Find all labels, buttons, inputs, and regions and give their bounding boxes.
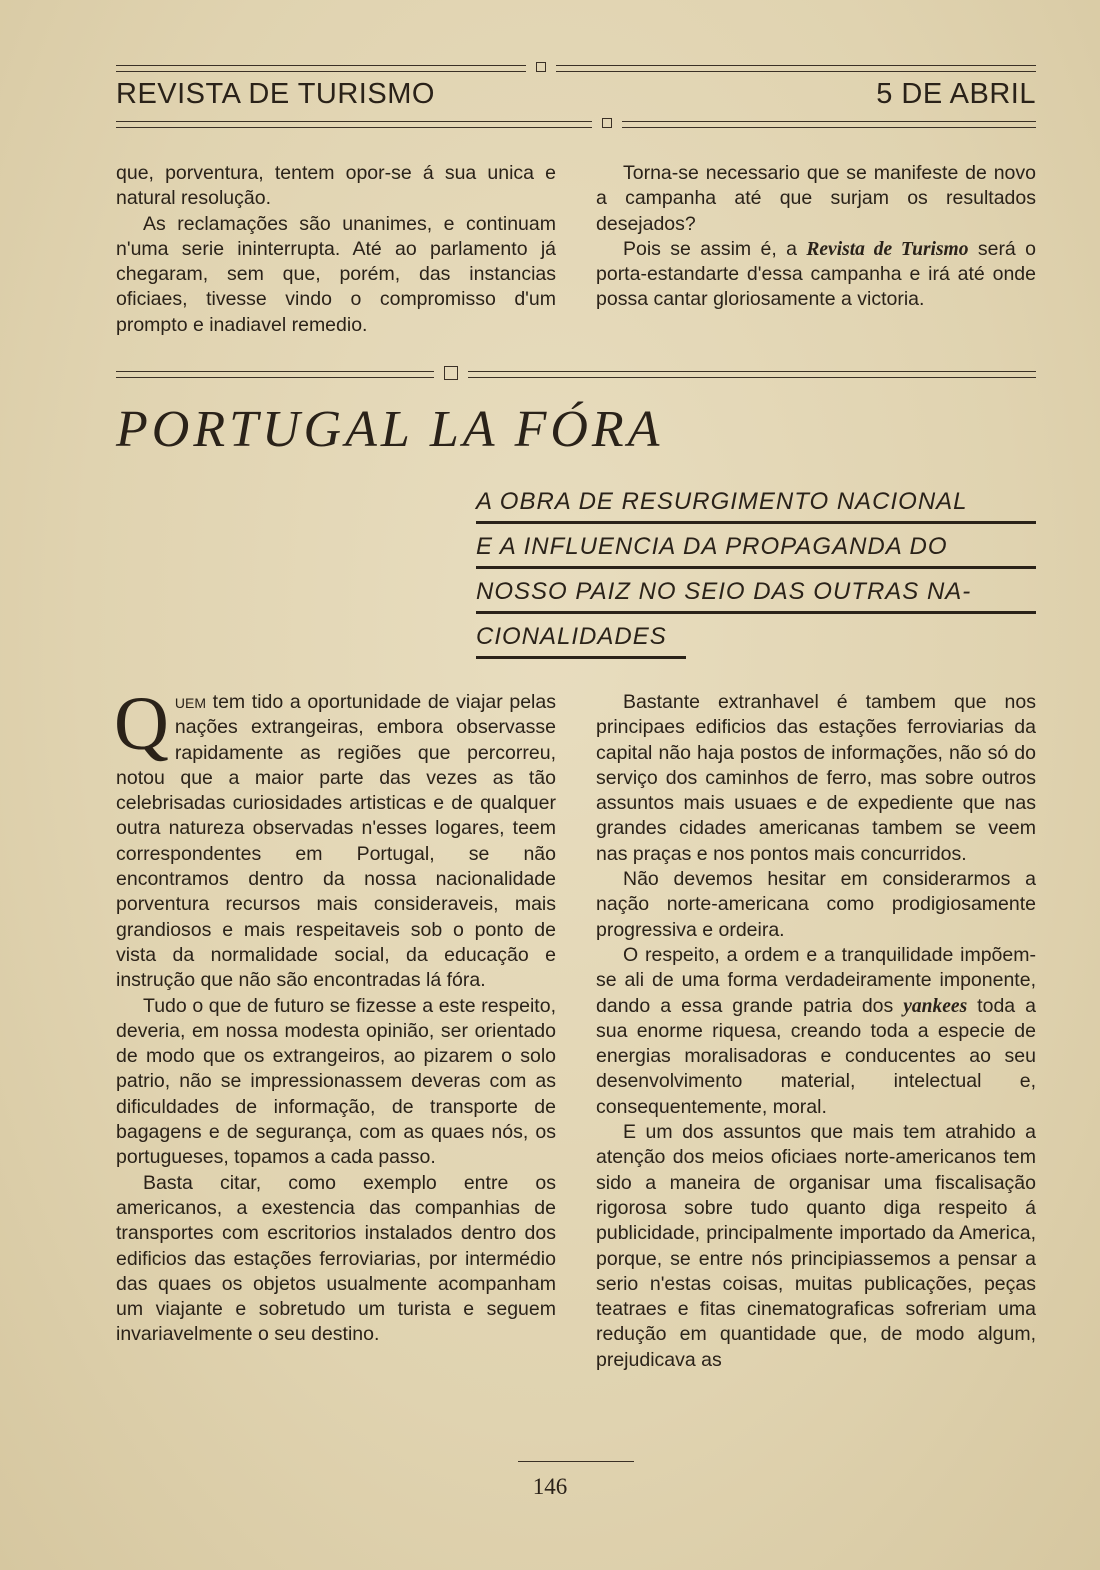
subtitle-line: E A INFLUENCIA DA PROPAGANDA DO xyxy=(476,533,948,560)
paragraph: As reclamações são unanimes, e continuam n'uma serie ininterrupta. Até ao parlamento já chegaram, sem que, porém, das instancias oficiaes, tivesse vindo o compromisso d'um prompto e inadiavel remedio. xyxy=(116,212,556,336)
section-separator xyxy=(116,368,1036,380)
paragraph: Não devemos hesitar em considerarmos a nação norte-americana como prodigiosamente progressiva e ordeira. xyxy=(596,868,1036,941)
subtitle-underline xyxy=(476,566,1036,569)
subtitle-line: A OBRA DE RESURGIMENTO NACIONAL xyxy=(476,488,968,515)
ornament-double-square-icon xyxy=(444,366,458,380)
paragraph: Torna-se necessario que se manifeste de novo a campanha até que surjam os resultados desejados? xyxy=(596,162,1036,235)
header-top-rule xyxy=(116,62,1036,74)
paragraph: Quem tem tido a oportunidade de viajar pelas nações extrangeiras, embora observasse rapidamente as regiões que percorreu, notou que a maior parte das vezes as tão celebrisadas curiosidades artisticas e de qualquer outra natureza observadas n'esses logares, teem correspondentes em Portugal, se não encontramos dentro da nossa nacionalidade porventura recursos mais consideraveis, mais grandiosos e mais respeitaveis sob o ponto de vista da normalidade social, da educação e instrução que não são encontradas lá fóra. xyxy=(114,682,556,992)
subtitle-underline xyxy=(476,656,686,659)
header-bottom-rule xyxy=(116,118,1036,130)
subtitle-underline xyxy=(476,611,1036,614)
subtitle-line: CIONALIDADES xyxy=(476,623,667,650)
article-left-column xyxy=(114,682,556,1348)
paragraph: Bastante extranhavel é tambem que nos principaes edificios das estações ferroviarias da capital não haja postos de informações, não só do serviço dos caminhos de ferro, mas sobre outros assuntos mais usuaes e de expediente que nas grandes cidades americanas tambem se veem nas praças e nos pontos mais concurridos. xyxy=(596,691,1036,865)
paragraph: Pois se assim é, a Revista de Turismo será o porta-estandarte d'essa campanha e irá até onde possa cantar gloriosamente a victoria. xyxy=(596,237,1036,311)
article-title: PORTUGAL LA FÓRA xyxy=(116,401,664,458)
article-right-column xyxy=(596,690,1036,1373)
ornament-square-icon xyxy=(602,118,612,128)
top-left-column xyxy=(116,161,556,338)
top-right-column xyxy=(596,161,1036,313)
magazine-name-italic: Revista de Turismo xyxy=(806,238,969,260)
paragraph: que, porventura, tentem opor-se á sua unica e natural resolução. xyxy=(116,162,556,210)
subtitle-underline xyxy=(476,521,1036,524)
issue-date: 5 DE ABRIL xyxy=(876,78,1036,110)
paragraph: E um dos assuntos que mais tem atrahido a atenção dos meios oficiaes norte-americanos tem sido a maneira de organisar uma fiscalisação rigorosa sobre tudo quanto diga respeito á publicidade, principalmente importado da America, porque, se entre nós principiassemos a pensar a serio n'estas coisas, muitas publicações, peças teatraes e fitas cinematograficas sofreriam uma redução em quantidade que, de modo algum, prejudicava as xyxy=(596,1121,1036,1371)
paragraph: Tudo o que de futuro se fizesse a este respeito, deveria, em nossa modesta opinião, ser orientado de modo que os extrangeiros, ao pizarem o solo patrio, não se impressionassem deveras com as dificuldades de informação, de transporte de bagagens e de segurança, com as quaes nós, os portugueses, topamos a cada passo. xyxy=(116,994,556,1169)
paragraph: O respeito, a ordem e a tranquilidade impõem-se ali de uma forma verdadeiramente imponente, dando a essa grande patria dos yankees toda a sua enorme riquesa, creando toda a especie de energias moralisadoras e conducentes ao seu desenvolvimento material, intelectual e, consequentemente, moral. xyxy=(596,943,1036,1118)
page-number: 146 xyxy=(532,1474,568,1499)
subtitle-line: NOSSO PAIZ NO SEIO DAS OUTRAS NA- xyxy=(476,578,972,605)
publication-title: REVISTA DE TURISMO xyxy=(116,78,435,110)
yankees-italic: yankees xyxy=(903,995,968,1017)
lead-word: uem xyxy=(174,691,207,713)
ornament-square-icon xyxy=(536,62,546,72)
footer-rule xyxy=(518,1461,634,1462)
paragraph: Basta citar, como exemplo entre os americanos, a exestencia das companhias de transportes com escritorios instalados dentro dos edificios das estações ferroviarias, por intermédio das quaes os objetos usualmente acompanham um viajante e sobretudo um turista e seguem invariavelmente o seu destino. xyxy=(116,1171,556,1346)
drop-cap: Q xyxy=(114,682,169,766)
